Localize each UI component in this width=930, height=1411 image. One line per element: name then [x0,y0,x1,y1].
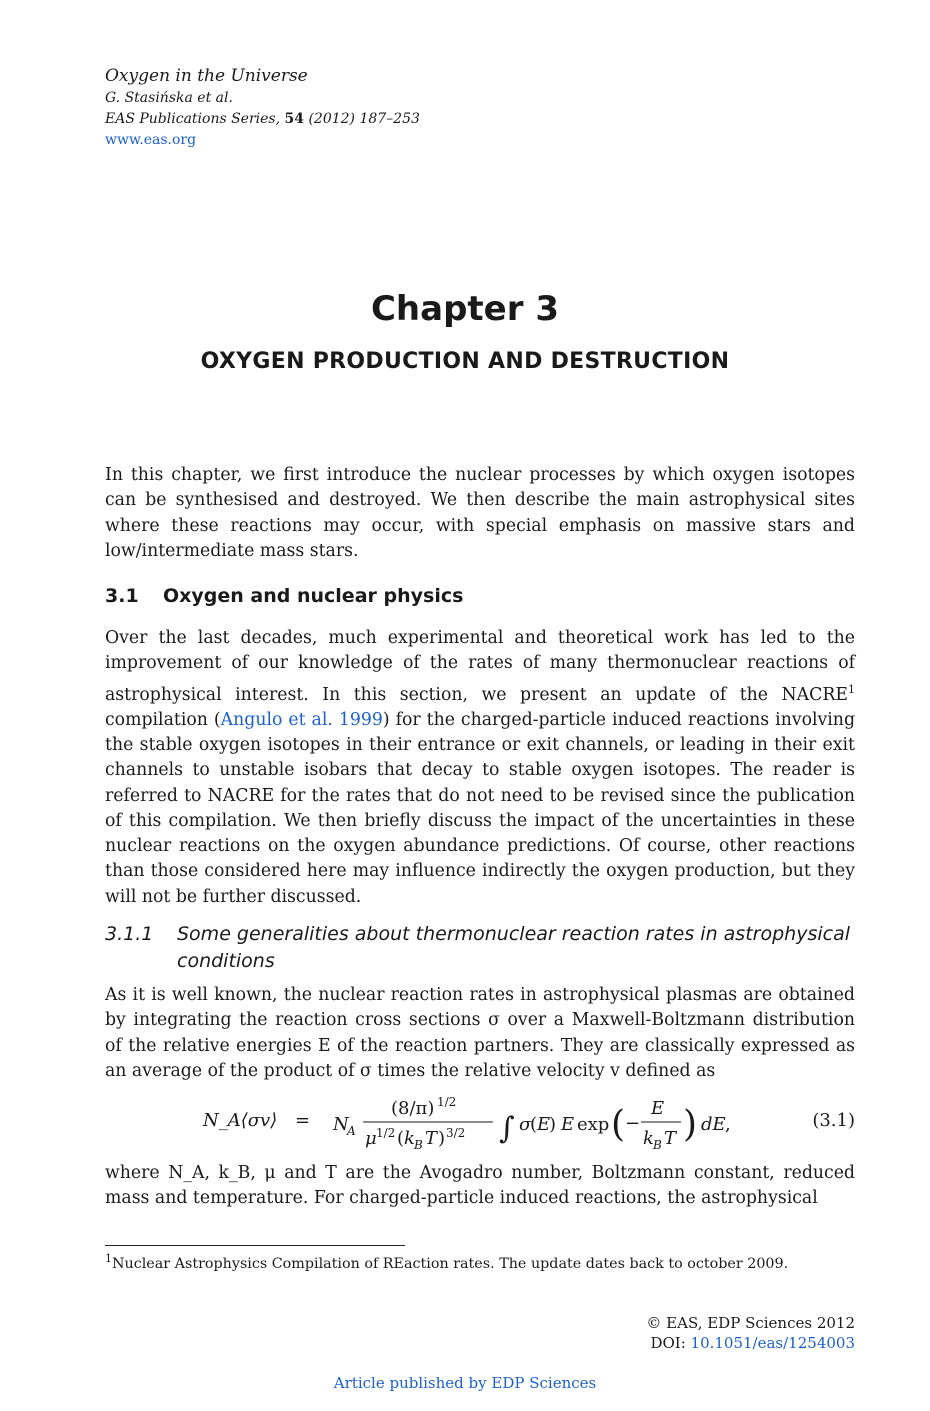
svg-text:σ: σ [519,1114,532,1135]
doi-link[interactable]: 10.1051/eas/1254003 [690,1334,855,1352]
svg-text:E: E [537,1114,551,1135]
svg-text:∫: ∫ [499,1111,515,1146]
equation-3-1 [105,1092,855,1156]
subsection-paragraph-2: where N_A, k_B, μ and T are the Avogadro number, Boltzmann constant, reduced mass and temperature. For charged-particle induced reactions, the astrophysical [105,1163,855,1209]
footnote-divider [105,1245,405,1246]
svg-text:E: E [561,1114,575,1135]
section-text-a: Over the last decades, much experimental and theoretical work has led to the improvement of our knowledge of the rates of many thermonuclear reactions of astrophysical interest. In this section, we present an update of the NACRE [105,628,855,705]
svg-text:B: B [653,1138,662,1152]
section-title: Oxygen and nuclear physics [163,585,464,607]
section-paragraph [105,626,855,910]
footnote-text: Nuclear Astrophysics Compilation of REaction rates. The update dates back to october 2009. [112,1255,789,1272]
svg-text:E: E [651,1098,665,1119]
editors: G. Stasińska et al. [105,90,233,106]
subsection-heading [105,921,860,975]
svg-text:1/2: 1/2 [437,1095,457,1109]
svg-text:k: k [643,1128,654,1149]
svg-text:T: T [664,1128,677,1149]
published-by-link[interactable]: Article published by EDP Sciences [333,1374,597,1392]
equation-lhs: N_A⟨σv⟩ [203,1110,278,1131]
svg-text:(: ( [611,1104,626,1145]
svg-text:N: N [333,1114,349,1135]
svg-text:μ: μ [365,1128,377,1149]
subsection-paragraph: As it is well known, the nuclear reaction rates in astrophysical plasmas are obtained by integrating the reaction cross sections σ over a Maxwell-Boltzmann distribution of the relative energies E of the reaction partners. They are classically expressed as an average of the product of σ times the relative velocity v defined as [105,985,855,1081]
svg-text:): ) [683,1104,698,1145]
book-title: Oxygen in the Universe [105,66,308,86]
svg-text:): ) [438,1128,446,1149]
series-line [105,109,420,130]
svg-text:,: , [725,1114,731,1135]
subsection-title: Some generalities about thermonuclear reaction rates in astrophysical conditions [177,923,850,972]
doi-line [646,1333,855,1353]
svg-text:k: k [404,1128,415,1149]
svg-text:dE: dE [701,1114,726,1135]
svg-text:(: ( [397,1128,405,1149]
copyright-block [646,1313,855,1353]
chapter-title: OXYGEN PRODUCTION AND DESTRUCTION [200,349,730,374]
volume: 54 [284,111,304,127]
series-name: EAS Publications Series, [105,111,281,127]
svg-text:exp: exp [577,1114,610,1135]
equation-sign: = [295,1110,311,1131]
svg-text:A: A [347,1124,356,1138]
citation-link[interactable]: Angulo et al. 1999 [220,709,383,730]
chapter-label: Chapter 3 [370,289,559,329]
section-number: 3.1 [105,585,139,607]
publisher-link[interactable]: www.eas.org [105,132,197,148]
svg-text:−: − [625,1113,641,1134]
equation-rhs-formula [333,1092,773,1156]
svg-text:): ) [549,1114,557,1135]
intro-paragraph: In this chapter, we first introduce the nuclear processes by which oxygen isotopes can be synthesised and destroyed. We then describe the main astrophysical sites where these reactions may occur, with special emphasis on massive stars and low/intermediate mass stars. [105,465,855,561]
copyright-line: © EAS, EDP Sciences 2012 [646,1314,855,1332]
footnote-mark: 1 [105,1252,112,1265]
publication-header [105,64,420,151]
subsection-number: 3.1.1 [105,923,154,945]
doi-label: DOI: [650,1334,691,1352]
svg-text:B: B [414,1138,423,1152]
section-text-c: ) for the charged-particle induced reactions involving the stable oxygen isotopes in their entrance or exit channels, or leading in their exit channels to unstable isobars that decay to stable oxygen isotopes. The reader is referred to NACRE for the rates that do not need to be revised since the publication of this compilation. We then briefly discuss the impact of the uncertainties in these nuclear reactions on the oxygen abundance predictions. Of course, other reactions than those considered here may influence indirectly the oxygen production, but they will not be further discussed. [105,709,856,907]
section-text-b: compilation ( [105,709,221,730]
year-pages: (2012) 187–253 [308,111,420,127]
equation-number: (3.1) [812,1110,855,1131]
svg-text:(8/π): (8/π) [391,1098,435,1119]
svg-text:3/2: 3/2 [446,1126,466,1140]
footnote [105,1248,855,1275]
svg-text:(: ( [530,1114,538,1135]
footnote-ref[interactable]: 1 [848,682,855,696]
svg-text:T: T [425,1128,438,1149]
svg-text:1/2: 1/2 [376,1126,396,1140]
section-heading [105,585,463,607]
